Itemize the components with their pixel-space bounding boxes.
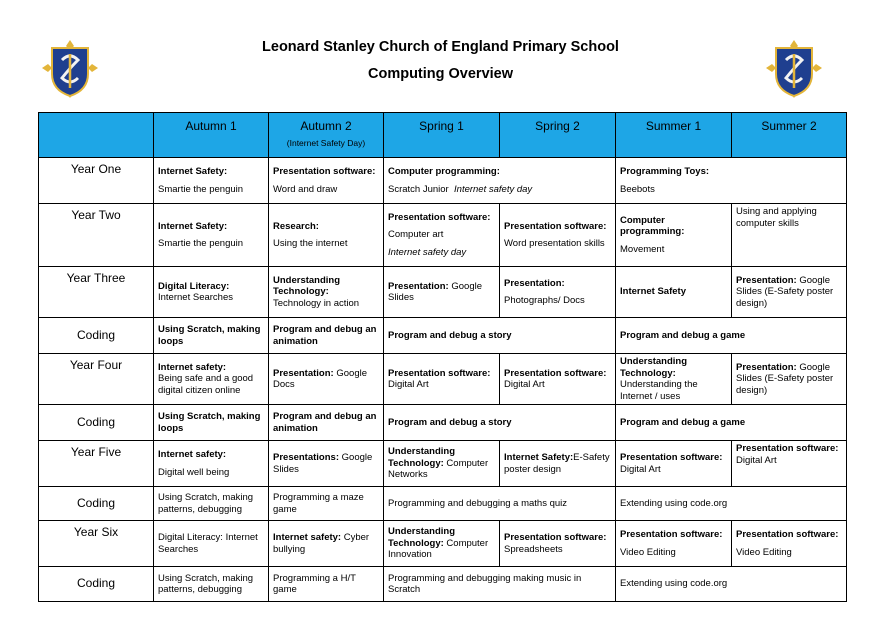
cell-italic: Internet safety day: [454, 183, 533, 195]
cell: [500, 441, 616, 487]
row-label: Coding: [39, 487, 154, 521]
cell-italic: Internet safety day: [388, 246, 467, 258]
col-autumn2-label: Autumn 2: [300, 119, 352, 133]
cell: [269, 354, 384, 405]
cell: [616, 204, 732, 267]
table-row: [39, 318, 847, 354]
cell-text: Technology in action: [273, 297, 360, 309]
row-label: Coding: [39, 405, 154, 441]
cell-text: Google Slides (E-Safety poster design): [736, 274, 834, 309]
cell-heading: Presentation software:: [504, 367, 607, 379]
cell-text: Google Slides (E-Safety poster design): [736, 361, 834, 396]
row-label: Year Three: [39, 267, 154, 318]
table-row: [39, 567, 847, 602]
cell-text: Internet Searches: [158, 292, 233, 303]
cell: Using Scratch, making loops: [154, 405, 269, 441]
cell-heading: Presentation:: [504, 277, 565, 289]
col-spring1: Spring 1: [384, 113, 500, 158]
col-autumn2: [269, 113, 384, 158]
col-summer2: Summer 2: [732, 113, 847, 158]
cell: [616, 267, 732, 318]
col-spring2: Spring 2: [500, 113, 616, 158]
cell-text: Digital Art: [504, 379, 545, 390]
cell-heading: Presentation software:: [736, 529, 839, 540]
cell: Programming and debugging a maths quiz: [384, 487, 616, 521]
cell-text: Word presentation skills: [504, 238, 605, 249]
cell-text: Word and draw: [273, 183, 338, 195]
cell-heading: Presentation software:: [620, 452, 723, 463]
cell-text: Google Slides: [388, 280, 482, 303]
row-label: Year One: [39, 158, 154, 204]
row-label: Year Two: [39, 204, 154, 267]
cell: [269, 158, 384, 204]
cell: Using Scratch, making patterns, debugging: [154, 487, 269, 521]
cell-heading: Presentations:: [273, 452, 339, 463]
cell-text: Video Editing: [736, 546, 792, 558]
cell: [384, 354, 500, 405]
cell-heading: Internet Safety:: [504, 452, 574, 463]
cell: [154, 204, 269, 267]
cell-text: Cyber bullying: [273, 532, 370, 555]
table-row: [39, 521, 847, 567]
corner-cell: [39, 113, 154, 158]
row-label: Year Five: [39, 441, 154, 487]
cell: [732, 204, 847, 267]
cell-heading: Presentation:: [736, 361, 797, 373]
cell: Program and debug a game: [616, 318, 847, 354]
cell-heading: Understanding Technology:: [388, 446, 456, 469]
page-title: Computing Overview: [367, 66, 514, 82]
cell: [500, 521, 616, 567]
table-row: [39, 441, 847, 487]
row-label: Year Six: [39, 521, 154, 567]
cell-text: Photographs/ Docs: [504, 295, 585, 306]
cell: [269, 267, 384, 318]
cell: Using Scratch, making patterns, debugging: [154, 567, 269, 602]
cell-text: Scratch Junior: [388, 183, 449, 195]
cell-text: Video Editing: [620, 546, 676, 558]
table-row: [39, 487, 847, 521]
table-row: [39, 204, 847, 267]
cell: Programming a H/T game: [269, 567, 384, 602]
cell-heading: Presentation software:: [388, 367, 491, 379]
col-summer1: Summer 1: [616, 113, 732, 158]
cell: [732, 521, 847, 567]
cell-heading: Internet safety:: [273, 532, 342, 543]
cell: Program and debug an animation: [269, 318, 384, 354]
cell: [500, 267, 616, 318]
cell: [616, 521, 732, 567]
cell-text: Smartie the penguin: [158, 183, 244, 195]
cell: [384, 267, 500, 318]
cell-heading: Understanding Technology:: [620, 356, 688, 379]
cell: [616, 441, 732, 487]
cell-heading: Digital Literacy:: [158, 280, 230, 292]
cell-heading: Computer programming:: [388, 166, 500, 177]
cell: [500, 204, 616, 267]
cell-text: Using and applying computer skills: [736, 206, 817, 229]
computing-overview-table: [38, 112, 847, 602]
col-autumn2-note: (Internet Safety Day): [286, 137, 366, 148]
table-row: [39, 405, 847, 441]
cell: [732, 354, 847, 405]
cell-heading: Presentation:: [388, 280, 449, 292]
cell-heading: Internet safety:: [158, 361, 227, 373]
cell: [384, 441, 500, 487]
cell-heading: Presentation software:: [388, 211, 491, 223]
cell: [384, 158, 616, 204]
cell: Program and debug an animation: [269, 405, 384, 441]
cell-text: Computer art: [388, 229, 444, 241]
cell: [269, 521, 384, 567]
cell-text: Spreadsheets: [504, 543, 563, 555]
cell-heading: Internet Safety: [620, 286, 686, 298]
cell: [154, 354, 269, 405]
row-label: Coding: [39, 318, 154, 354]
header-row: [39, 113, 847, 158]
cell-text: Using the internet: [273, 238, 348, 249]
cell-heading: Understanding Technology:: [273, 274, 341, 298]
row-label: Coding: [39, 567, 154, 602]
table-row: [39, 158, 847, 204]
cell-heading: Presentation software:: [504, 220, 607, 232]
table-row: [39, 267, 847, 318]
cell-text: Google Docs: [273, 367, 367, 390]
cell: [154, 158, 269, 204]
cell-heading: Presentation software:: [736, 443, 839, 454]
cell: [154, 441, 269, 487]
cell: Extending using code.org: [616, 567, 847, 602]
cell: [616, 158, 847, 204]
cell: [500, 354, 616, 405]
cell-text: Digital Art: [388, 379, 429, 390]
cell-heading: Internet Safety:: [158, 220, 228, 232]
cell-heading: Understanding Technology:: [388, 526, 456, 549]
cell: Program and debug a story: [384, 318, 616, 354]
cell: [154, 267, 269, 318]
cell: Program and debug a story: [384, 405, 616, 441]
school-name: Leonard Stanley Church of England Primary School: [262, 39, 619, 55]
cell-text: Beebots: [620, 183, 655, 195]
cell: Programming and debugging making music in Scratch: [384, 567, 616, 602]
cell-heading: Presentation software:: [620, 529, 723, 540]
cell-heading: Research:: [273, 220, 319, 232]
cell-text: Google Slides: [273, 452, 373, 475]
cell-text: Computer Innovation: [388, 537, 489, 561]
cell-text: Understanding the Internet / uses: [620, 379, 698, 402]
row-label: Year Four: [39, 354, 154, 405]
cell-heading: Computer programming:: [620, 214, 685, 238]
cell: Digital Literacy: Internet Searches: [154, 521, 269, 567]
cell-text: Smartie the penguin: [158, 238, 244, 249]
cell-text: E-Safety poster design: [504, 452, 610, 475]
table-row: [39, 354, 847, 405]
cell-heading: Presentation:: [736, 274, 797, 286]
cell-text: Being safe and a good digital citizen online: [158, 373, 254, 396]
cell-heading: Presentation software:: [273, 166, 376, 177]
col-autumn1: Autumn 1: [154, 113, 269, 158]
cell-text: Digital well being: [158, 466, 230, 478]
cell-text: Movement: [620, 243, 665, 255]
cell: Program and debug a game: [616, 405, 847, 441]
cell: [732, 441, 847, 487]
cell: [732, 267, 847, 318]
cell: Extending using code.org: [616, 487, 847, 521]
cell: [269, 204, 384, 267]
cell-heading: Internet Safety:: [158, 166, 228, 177]
cell-heading: Presentation software:: [504, 532, 607, 543]
cell-text: Digital Art: [736, 454, 777, 466]
cell-heading: Programming Toys:: [620, 166, 710, 177]
cell: [384, 204, 500, 267]
cell-heading: Internet safety:: [158, 449, 227, 460]
cell-text: Digital Art: [620, 463, 661, 475]
cell-heading: Presentation:: [273, 367, 334, 379]
cell-text: Computer Networks: [388, 457, 489, 481]
cell-text-line: [388, 184, 611, 196]
cell: [269, 441, 384, 487]
cell: Using Scratch, making loops: [154, 318, 269, 354]
cell: Programming a maze game: [269, 487, 384, 521]
cell: [384, 521, 500, 567]
cell: [616, 354, 732, 405]
